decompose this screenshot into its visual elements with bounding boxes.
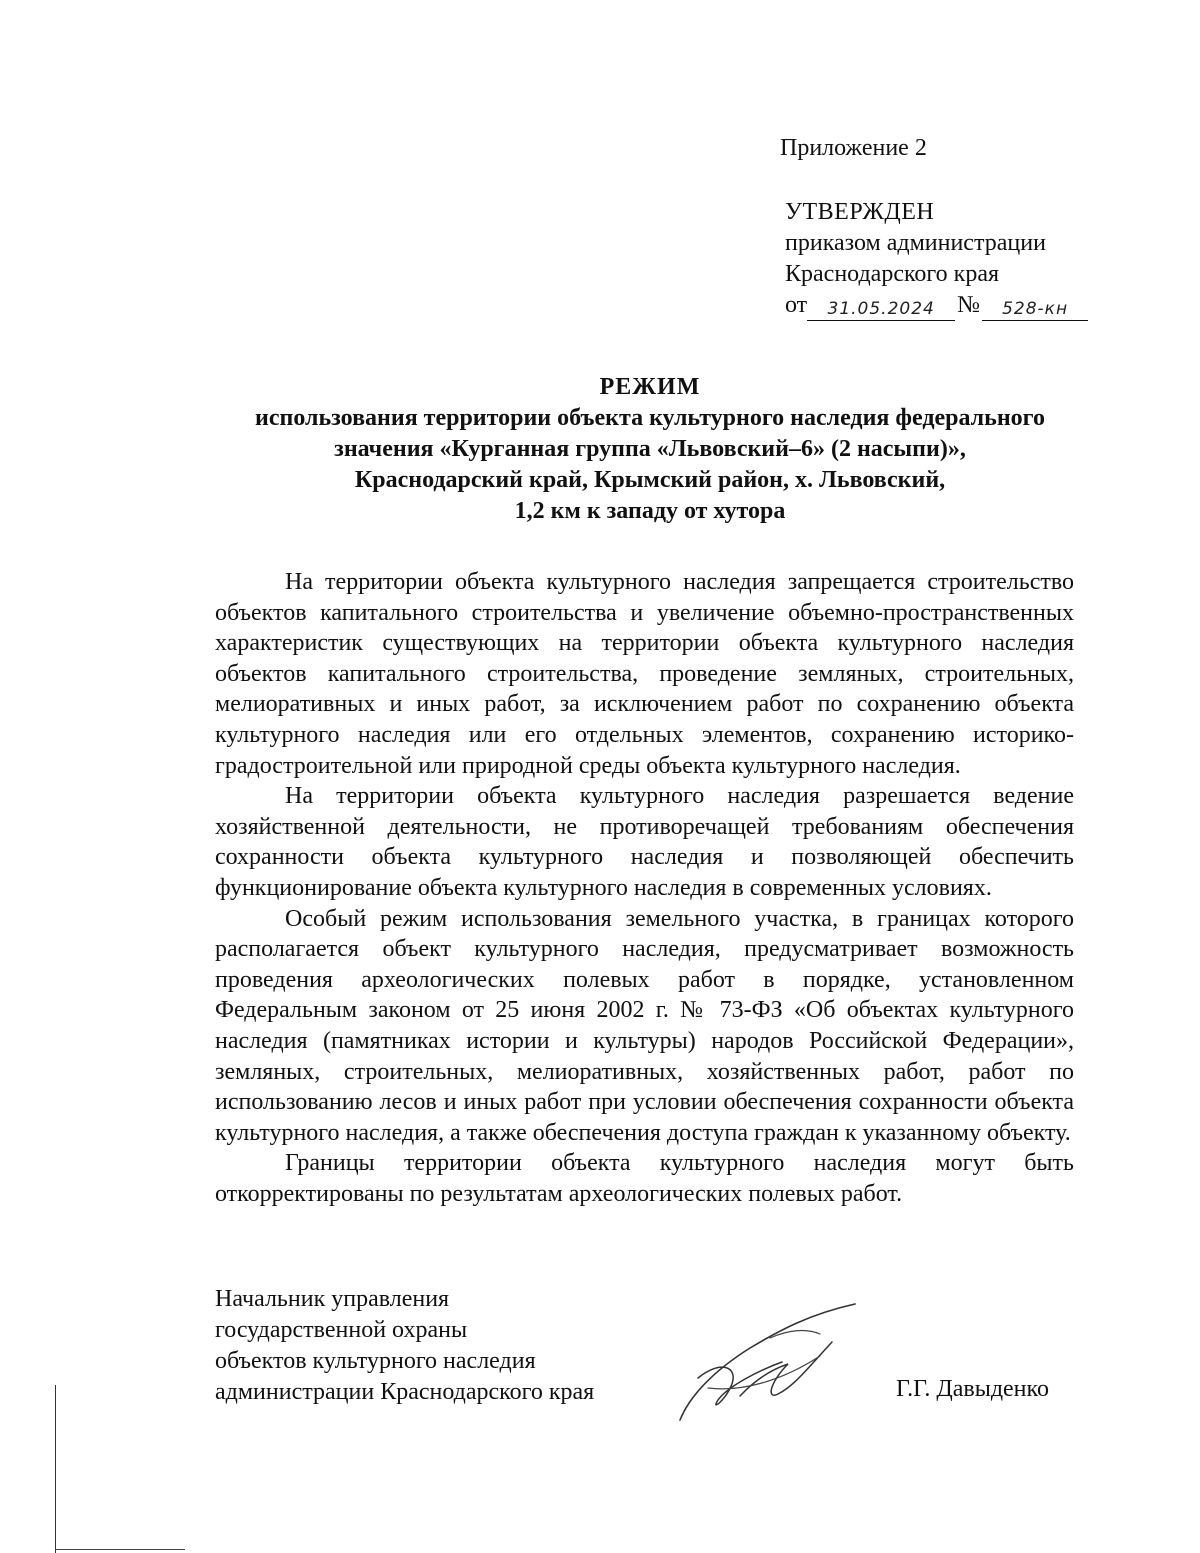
title-line-4: 1,2 км к западу от хутора bbox=[514, 498, 786, 524]
approved-line-2: Краснодарского края bbox=[785, 261, 1000, 287]
approved-line-1: приказом администрации bbox=[785, 230, 1046, 256]
document-title: РЕЖИМ bbox=[599, 374, 701, 400]
signer-name: Г.Г. Давыденко bbox=[896, 1376, 1049, 1402]
scan-edge-bottom bbox=[55, 1549, 185, 1550]
number-sign: № bbox=[957, 292, 981, 318]
paragraph-1: На территории объекта культурного наследия запрещается строительство объектов капитального строительства и увеличение объемно-пространственных характеристик существующих на территории объекта культурного наследия объектов капитального строительства, проведение земляных, строительных, мелиоративных и иных работ, за исключением работ по сохранению объекта культурного наследия или его отдельных элементов, сохранению историко-градостроительной или природной среды объекта культурного наследия. bbox=[215, 569, 1074, 779]
document-title-block bbox=[200, 372, 1100, 527]
order-number-handwritten: 528-кн bbox=[982, 298, 1088, 321]
paragraph-3: Особый режим использования земельного участка, в границах которого располагается объект культурного наследия, предусматривает возможность проведения археологических полевых работ в порядке, установленном Федеральным законом от 25 июня 2002 г. № 73-ФЗ «Об объектах культурного наследия (памятниках истории и культуры) народов Российской Федерации», земляных, строительных, мелиоративных, хозяйственных работ, работ по использованию лесов и иных работ при условии обеспечения сохранности объекта культурного наследия, а также обеспечения доступа граждан к указанному объекту. bbox=[215, 905, 1074, 1146]
approved-title: УТВЕРЖДЕН bbox=[785, 199, 935, 225]
date-prefix: от bbox=[785, 292, 808, 318]
title-line-1: использования территории объекта культурного наследия федерального bbox=[255, 405, 1045, 431]
order-date-handwritten: 31.05.2024 bbox=[807, 298, 955, 321]
paragraph-4: Границы территории объекта культурного наследия могут быть откорректированы по результатам археологических полевых работ. bbox=[215, 1150, 1074, 1207]
approval-stamp-block bbox=[785, 197, 1088, 321]
signer-position-line-3: объектов культурного наследия bbox=[215, 1348, 536, 1374]
document-body bbox=[215, 567, 1074, 1209]
signer-position-line-2: государственной охраны bbox=[215, 1317, 468, 1343]
signer-position-line-1: Начальник управления bbox=[215, 1286, 450, 1312]
signer-position-block bbox=[215, 1284, 594, 1408]
order-date-number-line bbox=[785, 290, 1088, 321]
handwritten-signature bbox=[670, 1300, 865, 1430]
signer-position-line-4: администрации Краснодарского края bbox=[215, 1379, 595, 1405]
title-line-2: значения «Курганная группа «Львовский–6» (2 насыпи)», bbox=[334, 436, 966, 462]
title-line-3: Краснодарский край, Крымский район, х. Львовский, bbox=[354, 467, 946, 493]
paragraph-2: На территории объекта культурного наследия разрешается ведение хозяйственной деятельности, не противоречащей требованиям обеспечения сохранности объекта культурного наследия и позволяющей обеспечить функционирование объекта культурного наследия в современных условиях. bbox=[215, 783, 1074, 901]
appendix-label: Приложение 2 bbox=[780, 135, 927, 161]
scan-edge-left bbox=[55, 1385, 56, 1553]
